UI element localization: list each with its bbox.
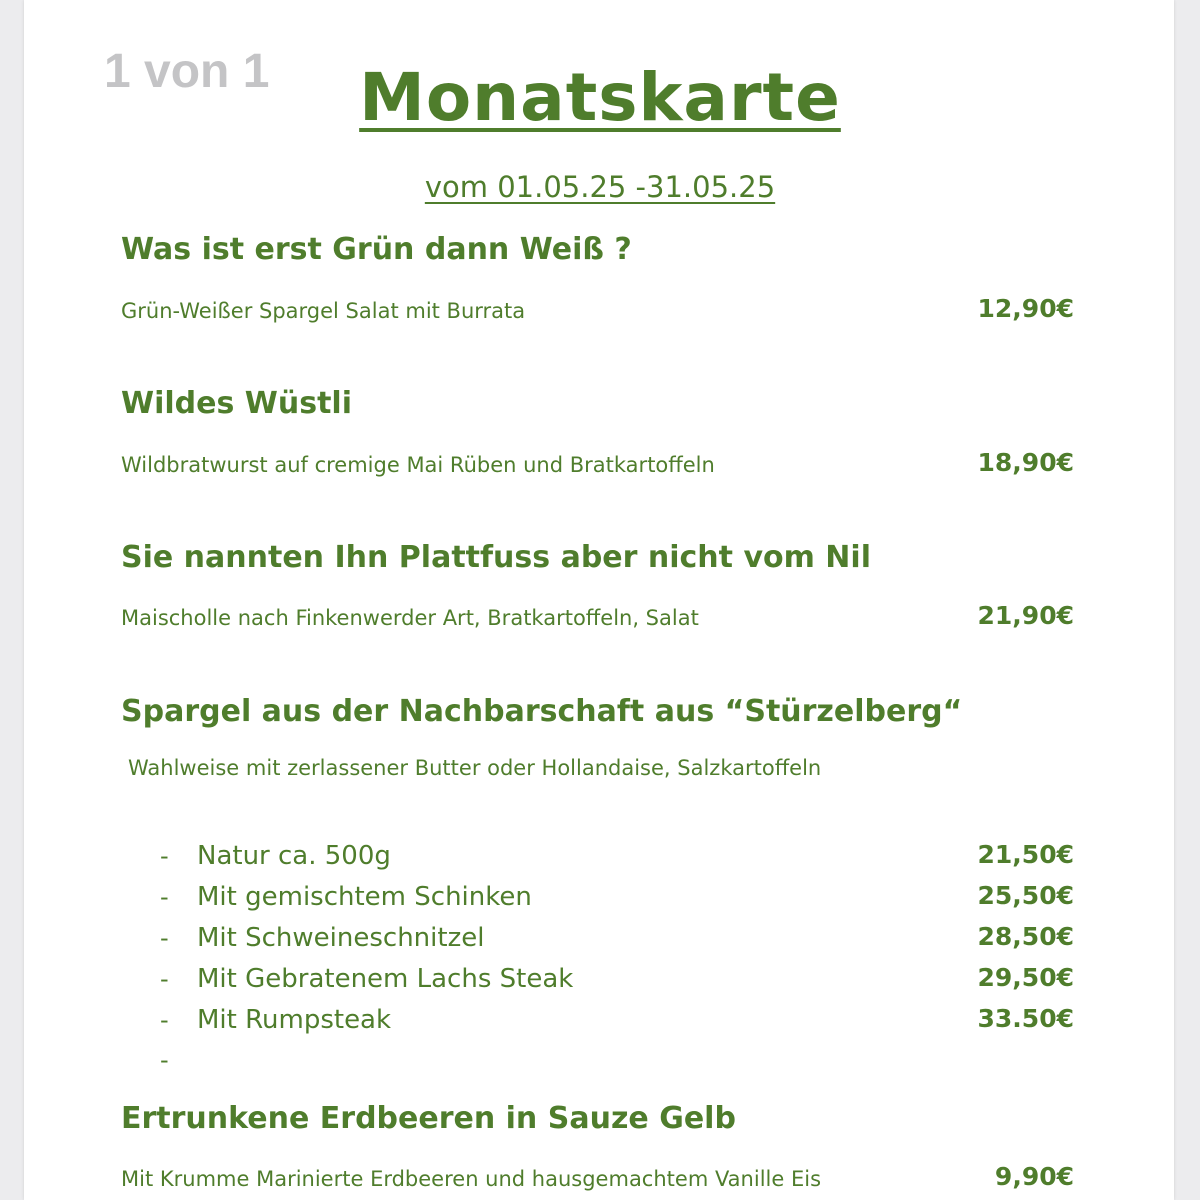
list-bullet: - [160,965,169,993]
menu-title: Monatskarte [359,59,841,136]
dish-heading: Sie nannten Ihn Plattfuss aber nicht vom Nil [121,540,871,575]
asparagus-option: Mit Rumpsteak [197,1005,392,1035]
asparagus-option-price: 29,50€ [977,963,1074,992]
list-bullet: - [160,1006,169,1034]
dish-description: Maischolle nach Finkenwerder Art, Bratkartoffeln, Salat [121,606,699,630]
asparagus-option-price: 28,50€ [977,922,1074,951]
list-bullet: - [160,842,169,870]
list-bullet: - [160,1046,169,1074]
asparagus-option: Mit gemischtem Schinken [197,882,532,912]
dish-description: Wahlweise mit zerlassener Butter oder Hollandaise, Salzkartoffeln [128,756,822,780]
menu-date-range: vom 01.05.25 -31.05.25 [424,170,776,204]
asparagus-option-price: 33.50€ [977,1004,1074,1033]
dish-price: 9,90€ [994,1162,1074,1191]
asparagus-option-price: 21,50€ [977,840,1074,869]
dish-price: 18,90€ [977,448,1074,477]
page-indicator: 1 von 1 [104,45,270,98]
dish-heading: Spargel aus der Nachbarschaft aus “Stürzelberg“ [121,694,963,729]
dish-heading: Was ist erst Grün dann Weiß ? [121,232,632,267]
asparagus-option: Mit Gebratenem Lachs Steak [197,964,574,994]
dish-price: 12,90€ [977,294,1074,323]
dish-description: Mit Krumme Marinierte Erdbeeren und hausgemachtem Vanille Eis [121,1167,822,1191]
dish-description: Grün-Weißer Spargel Salat mit Burrata [121,299,526,323]
list-bullet: - [160,883,169,911]
dish-description: Wildbratwurst auf cremige Mai Rüben und Bratkartoffeln [121,453,715,477]
asparagus-option: Mit Schweineschnitzel [197,923,485,953]
dish-heading: Wildes Wüstli [121,386,352,421]
dish-price: 21,90€ [977,601,1074,630]
asparagus-option-price: 25,50€ [977,881,1074,910]
list-bullet: - [160,924,169,952]
asparagus-option: Natur ca. 500g [197,841,391,871]
dish-heading: Ertrunkene Erdbeeren in Sauze Gelb [121,1101,736,1136]
